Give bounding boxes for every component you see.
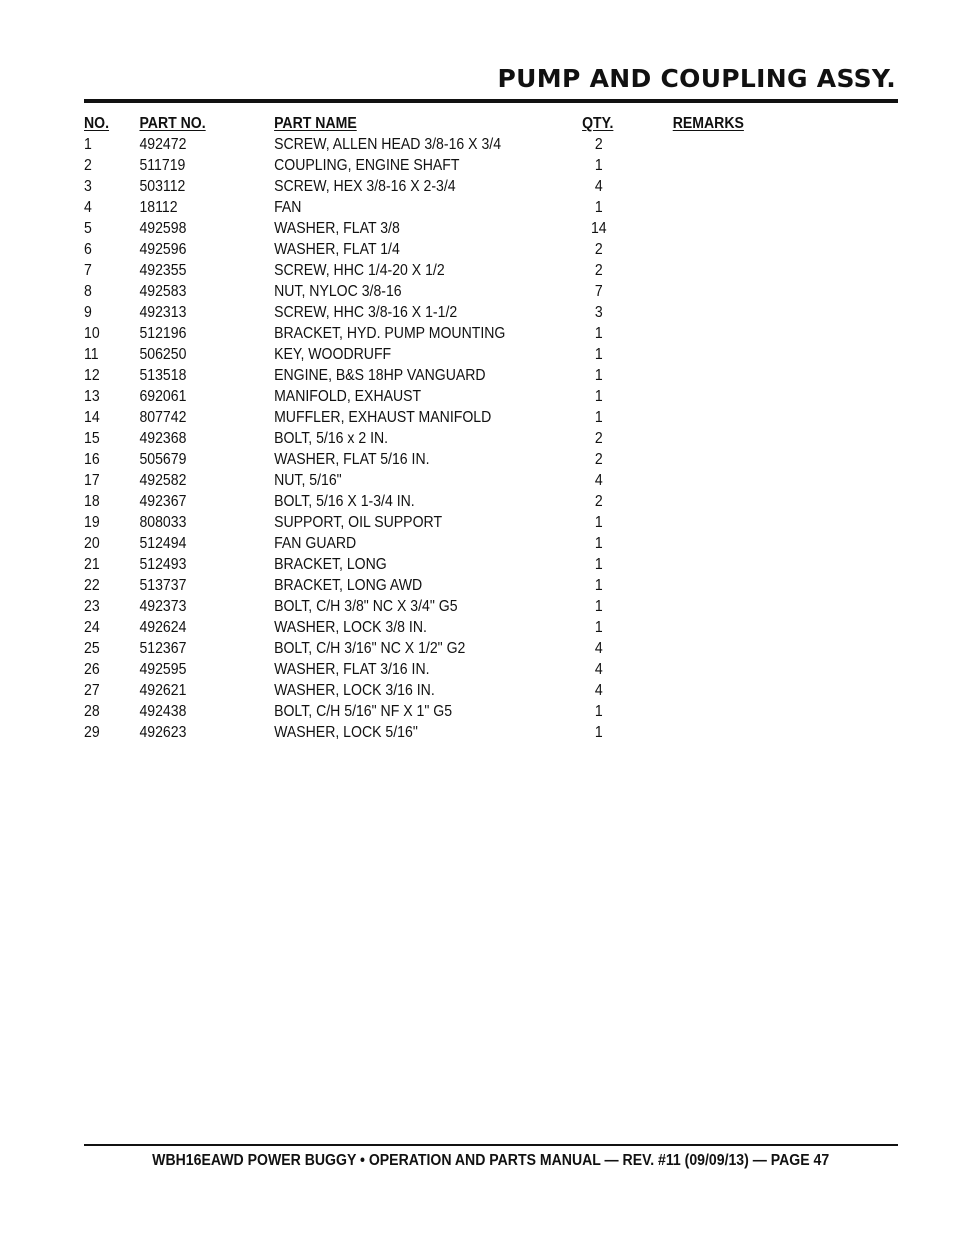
row-no: 17 (84, 472, 100, 489)
table-row (84, 491, 898, 512)
row-part-name: MANIFOLD, EXHAUST (274, 388, 422, 405)
row-part-name: COUPLING, ENGINE SHAFT (274, 157, 460, 174)
row-part-no: 492472 (139, 136, 187, 153)
table-row (84, 176, 898, 197)
table-row (84, 260, 898, 281)
row-no: 24 (84, 619, 100, 636)
row-no: 10 (84, 325, 100, 342)
row-part-name: WASHER, FLAT 3/8 (274, 220, 400, 237)
row-no: 25 (84, 640, 100, 657)
row-part-name: BOLT, 5/16 x 2 IN. (274, 430, 389, 447)
column-header-qty: QTY. (582, 115, 614, 132)
table-row (84, 512, 898, 533)
row-part-name: SCREW, ALLEN HEAD 3/8-16 X 3/4 (274, 136, 502, 153)
row-qty: 2 (594, 241, 603, 258)
row-qty: 4 (594, 640, 603, 657)
row-part-no: 492313 (139, 304, 187, 321)
table-row (84, 554, 898, 575)
row-part-no: 511719 (139, 157, 186, 174)
table-row (84, 596, 898, 617)
row-part-no: 512196 (139, 325, 187, 342)
row-part-name: BOLT, C/H 3/8" NC X 3/4" G5 (274, 598, 458, 615)
row-part-no: 492598 (139, 220, 187, 237)
row-qty: 2 (594, 136, 603, 153)
row-part-name: WASHER, FLAT 1/4 (274, 241, 400, 258)
row-no: 15 (84, 430, 100, 447)
row-no: 22 (84, 577, 100, 594)
row-part-name: NUT, NYLOC 3/8-16 (274, 283, 402, 300)
row-part-no: 492355 (139, 262, 187, 279)
row-no: 23 (84, 598, 100, 615)
row-qty: 2 (594, 493, 603, 510)
footer-divider (84, 1144, 898, 1146)
title-divider (84, 99, 898, 103)
row-part-no: 692061 (139, 388, 187, 405)
column-header-no: NO. (84, 115, 110, 132)
row-no: 26 (84, 661, 100, 678)
row-part-no: 492438 (139, 703, 187, 720)
table-row (84, 365, 898, 386)
row-qty: 1 (594, 157, 603, 174)
row-no: 2 (84, 157, 92, 174)
column-header-remarks: REMARKS (672, 115, 744, 132)
row-qty: 1 (594, 619, 603, 636)
row-qty: 2 (594, 430, 603, 447)
row-part-name: BRACKET, HYD. PUMP MOUNTING (274, 325, 506, 342)
table-row (84, 323, 898, 344)
table-row (84, 470, 898, 491)
row-no: 8 (84, 283, 92, 300)
row-part-name: SCREW, HHC 1/4-20 X 1/2 (274, 262, 445, 279)
table-row (84, 239, 898, 260)
row-qty: 7 (594, 283, 603, 300)
table-row (84, 617, 898, 638)
table-row (84, 218, 898, 239)
table-row (84, 638, 898, 659)
row-part-no: 492624 (139, 619, 187, 636)
row-no: 19 (84, 514, 100, 531)
row-part-no: 807742 (139, 409, 187, 426)
row-qty: 1 (594, 514, 603, 531)
row-no: 28 (84, 703, 100, 720)
row-part-name: BRACKET, LONG (274, 556, 387, 573)
row-part-name: WASHER, LOCK 3/8 IN. (274, 619, 427, 636)
table-row (84, 449, 898, 470)
row-no: 20 (84, 535, 100, 552)
row-qty: 1 (594, 325, 603, 342)
row-part-no: 18112 (139, 199, 178, 216)
row-no: 5 (84, 220, 92, 237)
row-no: 11 (84, 346, 99, 363)
row-part-name: BRACKET, LONG AWD (274, 577, 423, 594)
row-no: 14 (84, 409, 100, 426)
row-part-no: 512493 (139, 556, 187, 573)
table-row (84, 155, 898, 176)
row-qty: 1 (594, 724, 603, 741)
row-part-name: BOLT, 5/16 X 1-3/4 IN. (274, 493, 415, 510)
row-no: 1 (84, 136, 92, 153)
row-qty: 4 (594, 472, 603, 489)
row-part-no: 492583 (139, 283, 187, 300)
table-row (84, 197, 898, 218)
row-qty: 1 (594, 367, 603, 384)
table-row (84, 701, 898, 722)
row-part-no: 492621 (139, 682, 187, 699)
row-part-no: 492595 (139, 661, 187, 678)
row-part-name: KEY, WOODRUFF (274, 346, 392, 363)
row-qty: 1 (594, 535, 603, 552)
row-qty: 3 (594, 304, 603, 321)
row-part-name: FAN (274, 199, 302, 216)
row-no: 21 (84, 556, 100, 573)
row-no: 12 (84, 367, 100, 384)
row-qty: 2 (594, 262, 603, 279)
table-row (84, 680, 898, 701)
row-qty: 1 (594, 556, 603, 573)
row-no: 6 (84, 241, 92, 258)
row-no: 27 (84, 682, 100, 699)
row-qty: 1 (594, 577, 603, 594)
row-part-no: 513737 (139, 577, 187, 594)
row-qty: 1 (594, 346, 603, 363)
table-row (84, 575, 898, 596)
row-part-no: 503112 (139, 178, 186, 195)
table-row (84, 302, 898, 323)
row-part-name: WASHER, LOCK 5/16" (274, 724, 418, 741)
row-part-name: WASHER, FLAT 3/16 IN. (274, 661, 430, 678)
row-part-name: SCREW, HHC 3/8-16 X 1-1/2 (274, 304, 458, 321)
row-no: 16 (84, 451, 100, 468)
table-row (84, 659, 898, 680)
row-qty: 2 (594, 451, 603, 468)
column-header-part-name: PART NAME (274, 115, 357, 132)
parts-table (84, 113, 898, 743)
row-no: 4 (84, 199, 92, 216)
row-part-no: 492367 (139, 493, 187, 510)
row-part-no: 492582 (139, 472, 187, 489)
row-part-no: 492368 (139, 430, 187, 447)
table-body (84, 134, 898, 743)
table-row (84, 722, 898, 743)
row-part-name: FAN GUARD (274, 535, 357, 552)
table-row (84, 386, 898, 407)
row-part-name: SCREW, HEX 3/8-16 X 2-3/4 (274, 178, 456, 195)
row-part-no: 505679 (139, 451, 187, 468)
row-part-name: SUPPORT, OIL SUPPORT (274, 514, 443, 531)
row-part-no: 512367 (139, 640, 187, 657)
row-part-name: BOLT, C/H 3/16" NC X 1/2" G2 (274, 640, 466, 657)
row-no: 13 (84, 388, 100, 405)
row-qty: 4 (594, 661, 603, 678)
row-no: 7 (84, 262, 92, 279)
row-part-name: MUFFLER, EXHAUST MANIFOLD (274, 409, 492, 426)
table-header-row (84, 113, 898, 134)
column-header-part-no: PART NO. (139, 115, 206, 132)
row-part-name: WASHER, FLAT 5/16 IN. (274, 451, 430, 468)
row-qty: 1 (594, 409, 603, 426)
page-title: PUMP AND COUPLING ASSY. (497, 64, 896, 93)
row-part-no: 513518 (139, 367, 187, 384)
row-part-no: 492373 (139, 598, 187, 615)
footer-text: WBH16EAWD POWER BUGGY • OPERATION AND PARTS MANUAL — REV. #11 (09/09/13) — PAGE 47 (152, 1152, 830, 1169)
row-part-name: BOLT, C/H 5/16" NF X 1" G5 (274, 703, 453, 720)
table-row (84, 533, 898, 554)
row-qty: 14 (590, 220, 607, 237)
row-part-no: 492623 (139, 724, 187, 741)
row-no: 3 (84, 178, 92, 195)
row-part-no: 808033 (139, 514, 187, 531)
row-part-name: NUT, 5/16" (274, 472, 342, 489)
row-no: 9 (84, 304, 92, 321)
row-qty: 1 (594, 703, 603, 720)
table-row (84, 134, 898, 155)
row-part-name: WASHER, LOCK 3/16 IN. (274, 682, 435, 699)
row-part-no: 506250 (139, 346, 187, 363)
table-row (84, 407, 898, 428)
row-qty: 1 (594, 598, 603, 615)
table-row (84, 281, 898, 302)
page-footer (84, 1152, 898, 1170)
row-part-no: 512494 (139, 535, 187, 552)
row-part-name: ENGINE, B&S 18HP VANGUARD (274, 367, 486, 384)
row-qty: 1 (594, 199, 603, 216)
table-row (84, 428, 898, 449)
table-row (84, 344, 898, 365)
row-qty: 4 (594, 178, 603, 195)
row-no: 18 (84, 493, 100, 510)
row-part-no: 492596 (139, 241, 187, 258)
row-qty: 1 (594, 388, 603, 405)
row-no: 29 (84, 724, 100, 741)
row-qty: 4 (594, 682, 603, 699)
